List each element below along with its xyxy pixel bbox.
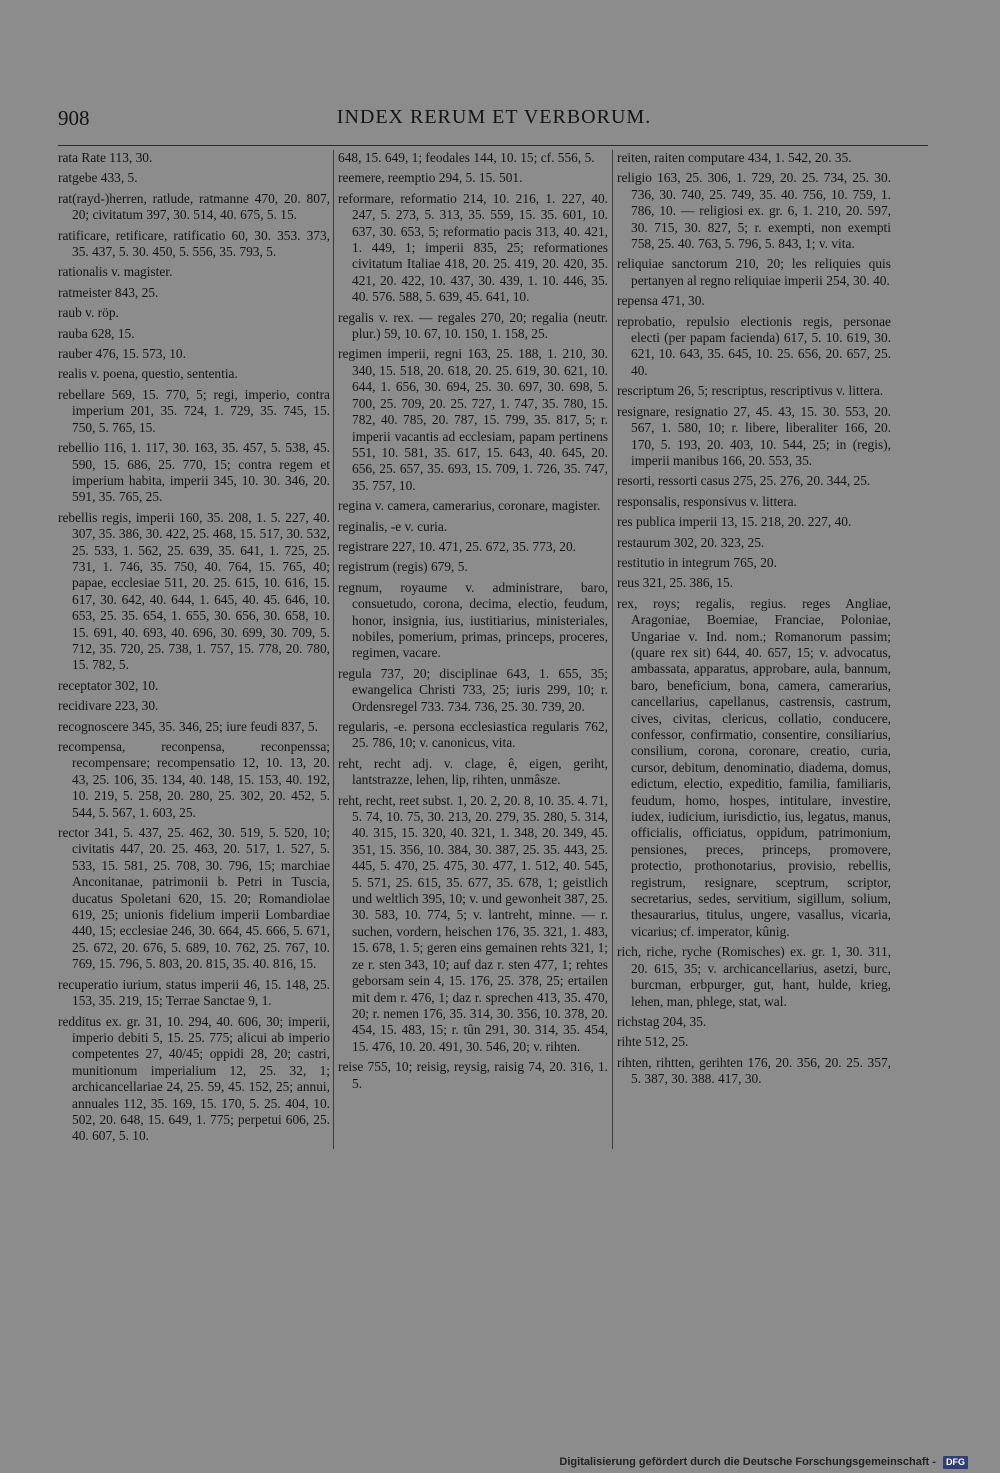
index-entry: recognoscere 345, 35. 346, 25; iure feudi 837, 5. xyxy=(58,718,318,734)
page-number: 908 xyxy=(58,106,90,130)
index-entry: rihte 512, 25. xyxy=(617,1034,689,1050)
index-entry: reginalis, -e v. curia. xyxy=(338,518,448,534)
index-entry: rauba 628, 15. xyxy=(58,325,135,341)
index-entry: religio 163, 25. 306, 1. 729, 20. 25. 734, 25. 30. 736, 30. 740, 25. 749, 35. 40. 756, 10. 759, 1. 786, 10. — religiosi ex. gr. 6, 1. 210, 20. 597, 30. 715, 30. 827, 5; r. exempti, non exempti 758, 25. 40. 763, 5. 796, 5. 843, 1; v. vita. xyxy=(617,170,891,252)
index-entry: 648, 15. 649, 1; feodales 144, 10. 15; cf. 556, 5. xyxy=(338,150,595,165)
index-column-2 xyxy=(338,150,608,1096)
index-entry: rebellare 569, 15. 770, 5; regi, imperio, contra imperium 201, 35. 724, 1. 729, 35. 745, 15. 750, 5. 765, 15. xyxy=(58,386,330,435)
index-entry: restaurum 302, 20. 323, 25. xyxy=(617,534,765,550)
index-entry: rebellio 116, 1. 117, 30. 163, 35. 457, 5. 538, 45. 590, 15. 686, 25. 770, 15; contra regem et imperium habita, imperii 345, 10. 30. 346, 20. 591, 35. 765, 25. xyxy=(58,440,330,505)
index-entry: restitutio in integrum 765, 20. xyxy=(617,554,777,570)
index-entry: rata Rate 113, 30. xyxy=(58,150,153,165)
index-entry: redditus ex. gr. 31, 10. 294, 40. 606, 30; imperii, imperio debiti 5, 15. 25. 775; alicui ab imperio competentes 27, 40/45; oppidi 28, 20; castri, munitionum imperialium 12, 25. 32, 1; archicancellariae 24, 25. 59, 45. 152, 25; annui, annuales 112, 35. 169, 15. 170, 5. 25. 404, 10. 502, 20. 648, 15. 649, 1. 775; perpetui 606, 25. 40. 607, 5. 10. xyxy=(58,1013,330,1144)
index-entry: rector 341, 5. 437, 25. 462, 30. 519, 5. 520, 10; civitatis 447, 20. 25. 463, 20. 517, 1. 527, 5. 533, 15. 581, 25. 708, 30. 796, 15; marchiae Anconitanae, patrimonii b. Petri in Tuscia, ducatus Spoletani 620, 15. 20; Romandiolae 619, 25; unionis fidelium imperii Lombardiae 440, 15; ecclesiae 246, 30. 664, 45. 666, 5. 671, 25. 672, 20. 676, 5. 689, 10. 762, 25. 767, 10. 769, 15. 796, 5. 803, 20. 815, 35. 40. 816, 15. xyxy=(58,825,330,972)
index-entry: recompensa, reconpensa, reconpenssa; recompensare; recompensatio 12, 10. 13, 20. 43, 25. 106, 35. 134, 40. 148, 15. 153, 40. 192, 10. 219, 5. 258, 20. 280, 25. 302, 20. 452, 5. 544, 5. 567, 1. 603, 25. xyxy=(58,739,330,820)
index-entry: realis v. poena, questio, sententia. xyxy=(58,366,238,382)
index-entry: registrare 227, 10. 471, 25. 672, 35. 773, 20. xyxy=(338,538,577,554)
index-entry: rex, roys; regalis, regius. reges Angliae, Aragoniae, Boemiae, Franciae, Poloniae, Ungariae v. Ind. nom.; Romanorum passim; (quare rex sit) 644, 40. 657, 15; v. advocatus, ambassata, apparatus, approbare, aula, bannum, baro, beneficium, bona, camera, camerarius, cancellarius, capellanus, castrensis, castrum, cives, civitas, clericus, collatio, conducere, confessor, confirmatio, consentire, consiliarius, consilium, corona, coronare, creatio, curia, cursor, debitum, denominatio, diadema, domus, edictum, electio, expeditio, familia, familiaris, feudum, homo, hospes, intitulare, investire, iudex, iudicium, iurisdictio, ius, legatus, manus, officialis, officiatus, oppidum, patrimonium, pensiones, preces, princeps, promovere, protectio, prothonotarius, provisio, rebellis, registrum, resignare, sceptrum, scriptor, secretarius, sedes, servitium, sigillum, solium, thesaurarius, titulus, ungere, vasallus, vicaria, vicarius; cf. imperator, kûnig. xyxy=(617,595,891,939)
index-entry: regimen imperii, regni 163, 25. 188, 1. 210, 30. 340, 15. 518, 20. 618, 20. 25. 619, 30. 621, 10. 644, 1. 656, 30. 694, 25. 30. 697, 30. 698, 5. 700, 25. 709, 20. 25. 727, 1. 747, 35. 780, 15. 782, 40. 785, 20. 787, 15. 799, 35. 817, 5; r. imperii vacantis ad ecclesiam, papam pertinens 551, 10. 581, 35. 617, 15. 643, 40. 645, 20. 656, 25. 657, 35. 693, 15. 709, 1. 726, 35. 747, 35. 757, 10. xyxy=(338,346,608,493)
index-entry: regina v. camera, camerarius, coronare, magister. xyxy=(338,498,601,514)
index-entry: recuperatio iurium, status imperii 46, 15. 148, 25. 153, 35. 219, 15; Terrae Sanctae 9, 1. xyxy=(58,976,330,1009)
index-entry: ratmeister 843, 25. xyxy=(58,284,159,300)
index-entry: res publica imperii 13, 15. 218, 20. 227, 40. xyxy=(617,514,852,530)
index-entry: rebellis regis, imperii 160, 35. 208, 1. 5. 227, 40. 307, 35. 386, 30. 422, 25. 468, 15. 517, 30. 532, 25. 533, 1. 562, 25. 639, 35. 641, 1. 725, 25. 731, 1. 746, 35. 750, 40. 764, 15. 765, 40; papae, ecclesiae 511, 20. 25. 615, 10. 616, 15. 617, 30. 642, 40. 644, 1. 645, 40. 45. 646, 10. 653, 25. 35. 654, 1. 655, 30. 656, 30. 658, 10. 15. 691, 40. 693, 40. 696, 30. 699, 30. 709, 5. 712, 35. 720, 25. 738, 1. 757, 15. 778, 20. 780, 15. 782, 5. xyxy=(58,509,330,673)
index-entry: reise 755, 10; reisig, reysig, raisig 74, 20. 316, 1. 5. xyxy=(338,1059,608,1091)
index-entry: receptator 302, 10. xyxy=(58,677,159,693)
index-entry: regula 737, 20; disciplinae 643, 1. 655, 35; ewangelica Christi 733, 25; iuris 299, 10; r. Ordensregel 733. 734. 736, 25. 30. 739, 20. xyxy=(338,665,608,714)
index-entry: rat(rayd-)herren, ratlude, ratmanne 470, 20. 807, 20; civitatum 397, 30. 514, 40. 675, 5. 15. xyxy=(58,190,330,223)
index-entry: rationalis v. magister. xyxy=(58,264,173,280)
index-entry: reus 321, 25. 386, 15. xyxy=(617,575,734,591)
index-entry: regnum, royaume v. administrare, baro, consuetudo, corona, decima, electio, feudum, honor, insignia, ius, iustitiarius, ministeriales, nobiles, pomerium, primas, princeps, proceres, regimen, vacare. xyxy=(338,579,608,661)
index-column-1 xyxy=(58,150,330,1149)
index-entry: reht, recht adj. v. clage, ê, eigen, geriht, lantstrazze, lehen, lip, rihten, unmâsze. xyxy=(338,755,608,788)
running-title: INDEX RERUM ET VERBORUM. xyxy=(336,106,652,128)
header-rule xyxy=(58,145,928,146)
index-entry: reformare, reformatio 214, 10. 216, 1. 227, 40. 247, 5. 273, 5. 313, 35. 559, 15. 35. 601, 10. 637, 30. 653, 5; reformatio pacis 313, 40. 421, 1. 449, 1; imperii 835, 25; reformationes civitatum Italiae 418, 20. 25. 419, 20. 420, 35. 421, 20. 422, 10. 437, 30. 439, 1. 10. 446, 35. 40. 576. 588, 5. 639, 45. 641, 10. xyxy=(338,190,608,305)
index-entry: resignare, resignatio 27, 45. 43, 15. 30. 553, 20. 567, 1. 580, 10; r. libere, liberaliter 166, 20. 170, 5. 193, 20. 403, 10. 544, 25; in (regis), imperii manibus 166, 20. 553, 35. xyxy=(617,403,891,468)
index-entry: repensa 471, 30. xyxy=(617,293,705,309)
index-entry: registrum (regis) 679, 5. xyxy=(338,559,468,575)
index-entry: raub v. röp. xyxy=(58,305,119,321)
index-entry: rauber 476, 15. 573, 10. xyxy=(58,346,186,362)
index-entry: reht, recht, reet subst. 1, 20. 2, 20. 8, 10. 35. 4. 71, 5. 74, 10. 75, 30. 213, 20. 279, 35. 280, 5. 314, 40. 315, 15. 320, 40. 321, 1. 348, 20. 349, 45. 351, 15. 356, 10. 384, 30. 387, 25. 35. 443, 25. 445, 5. 470, 25. 475, 30. 477, 1. 512, 40. 545, 5. 571, 25. 615, 35. 677, 35. 678, 1; geistlich und weltlich 395, 10; v. und gewonheit 387, 25. 30. 583, 10. 774, 5; v. lantreht, minne. — r. suchen, vordern, heischen 176, 35. 321, 1. 483, 15. 678, 1. 5; geren eins gemainen rehts 321, 1; ze r. sten 343, 10; auf daz r. sten 477, 1; rehtes geborsam sein 4, 15. 176, 25. 378, 25; ertailen mit dem r. 476, 1; daz r. sprechen 413, 35. 470, 20; r. nemen 176, 35. 314, 30. 356, 10. 378, 20. 454, 15. 483, 15; r. tûn 291, 30. 314, 35. 454, 15. 476, 10. 20. 491, 30. 546, 20; v. rihten. xyxy=(338,792,608,1054)
page-header xyxy=(58,106,930,136)
index-entry: rihten, rihtten, gerihten 176, 20. 356, 20. 25. 357, 5. 387, 30. 388. 417, 30. xyxy=(617,1054,891,1087)
index-column-3 xyxy=(617,150,891,1092)
footer-text: Digitalisierung gefördert durch die Deutsche Forschungsgemeinschaft - xyxy=(559,1456,936,1468)
index-entry: regularis, -e. persona ecclesiastica regularis 762, 25. 786, 10; v. canonicus, vita. xyxy=(338,719,608,751)
index-entry: reemere, reemptio 294, 5. 15. 501. xyxy=(338,170,523,186)
index-entry: reliquiae sanctorum 210, 20; les reliquies quis pertanyen al regno reliquiae imperii 254, 30. 40. xyxy=(617,256,891,288)
index-entry: regalis v. rex. — regales 270, 20; regalia (neutr. plur.) 59, 10. 67, 10. 150, 1. 158, 25. xyxy=(338,309,608,342)
index-entry: reiten, raiten computare 434, 1. 542, 20. 35. xyxy=(617,150,852,165)
index-entry: recidivare 223, 30. xyxy=(58,698,159,714)
index-entry: richstag 204, 35. xyxy=(617,1013,707,1029)
footer-credit xyxy=(0,1451,1000,1473)
index-entry: responsalis, responsivus v. littera. xyxy=(617,493,797,509)
index-entry: ratificare, retificare, ratificatio 60, 30. 353. 373, 35. 437, 5. 30. 450, 5. 556, 35. 793, 5. xyxy=(58,227,330,260)
index-entry: reprobatio, repulsio electionis regis, personae electi (per papam facienda) 617, 5. 10. 619, 30. 621, 10. 643, 35. 645, 10. 25. 656, 20. 657, 25. 40. xyxy=(617,313,891,378)
index-entry: resorti, ressorti casus 275, 25. 276, 20. 344, 25. xyxy=(617,473,871,489)
index-entry: rescriptum 26, 5; rescriptus, rescriptivus v. littera. xyxy=(617,383,884,399)
index-entry: ratgebe 433, 5. xyxy=(58,170,138,186)
index-entry: rich, riche, ryche (Romisches) ex. gr. 1, 30. 311, 20. 615, 35; v. archicancellarius, asetzi, burc, burcman, erbpurger, gut, hant, hulde, krieg, lehen, man, phlege, stat, wal. xyxy=(617,944,891,1009)
dfg-logo: DFG xyxy=(943,1456,968,1469)
column-divider-1 xyxy=(333,150,334,1149)
column-divider-2 xyxy=(612,150,613,1149)
